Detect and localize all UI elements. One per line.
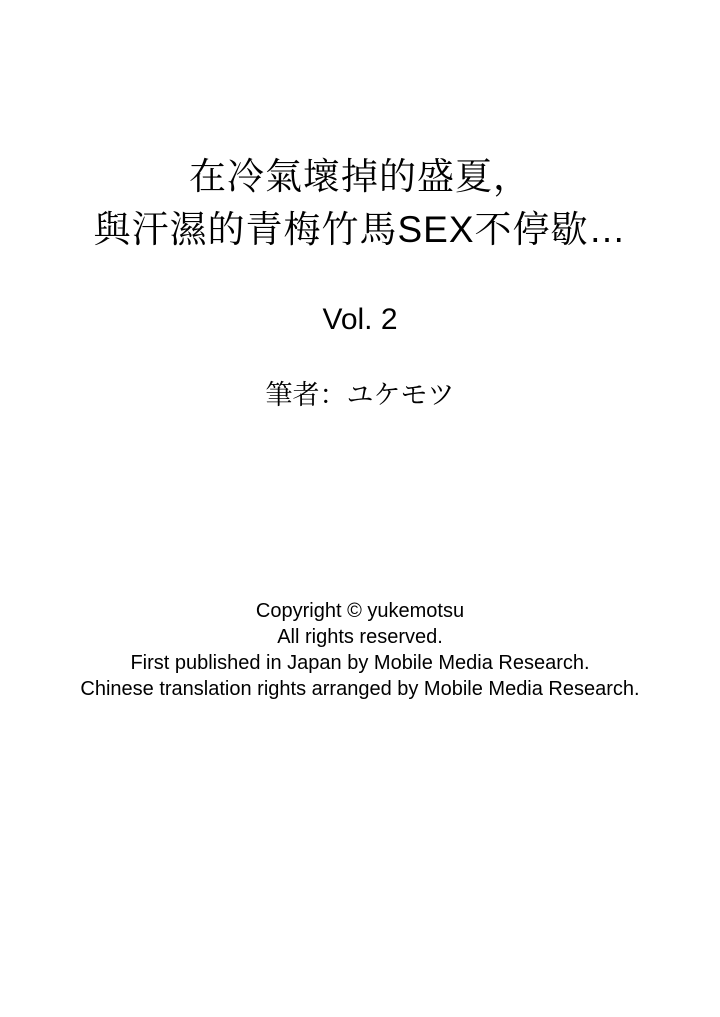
- copyright-line-rights: All rights reserved.: [277, 626, 443, 648]
- book-title-line-2: 與汗濕的青梅竹馬SEX不停歇…: [93, 209, 627, 250]
- author-line: 筆者：ユケモツ: [265, 380, 455, 410]
- copyright-line-holder: Copyright © yukemotsu: [255, 600, 465, 622]
- copyright-line-translation: Chinese translation rights arranged by Mobile Media Research.: [80, 678, 640, 700]
- volume-label: Vol. 2: [322, 303, 398, 336]
- book-title-line-1: 在冷氣壞掉的盛夏，: [189, 156, 531, 197]
- book-title: [0, 150, 720, 256]
- copyright-block: [0, 598, 720, 702]
- copyright-line-publisher: First published in Japan by Mobile Media Research.: [130, 652, 590, 674]
